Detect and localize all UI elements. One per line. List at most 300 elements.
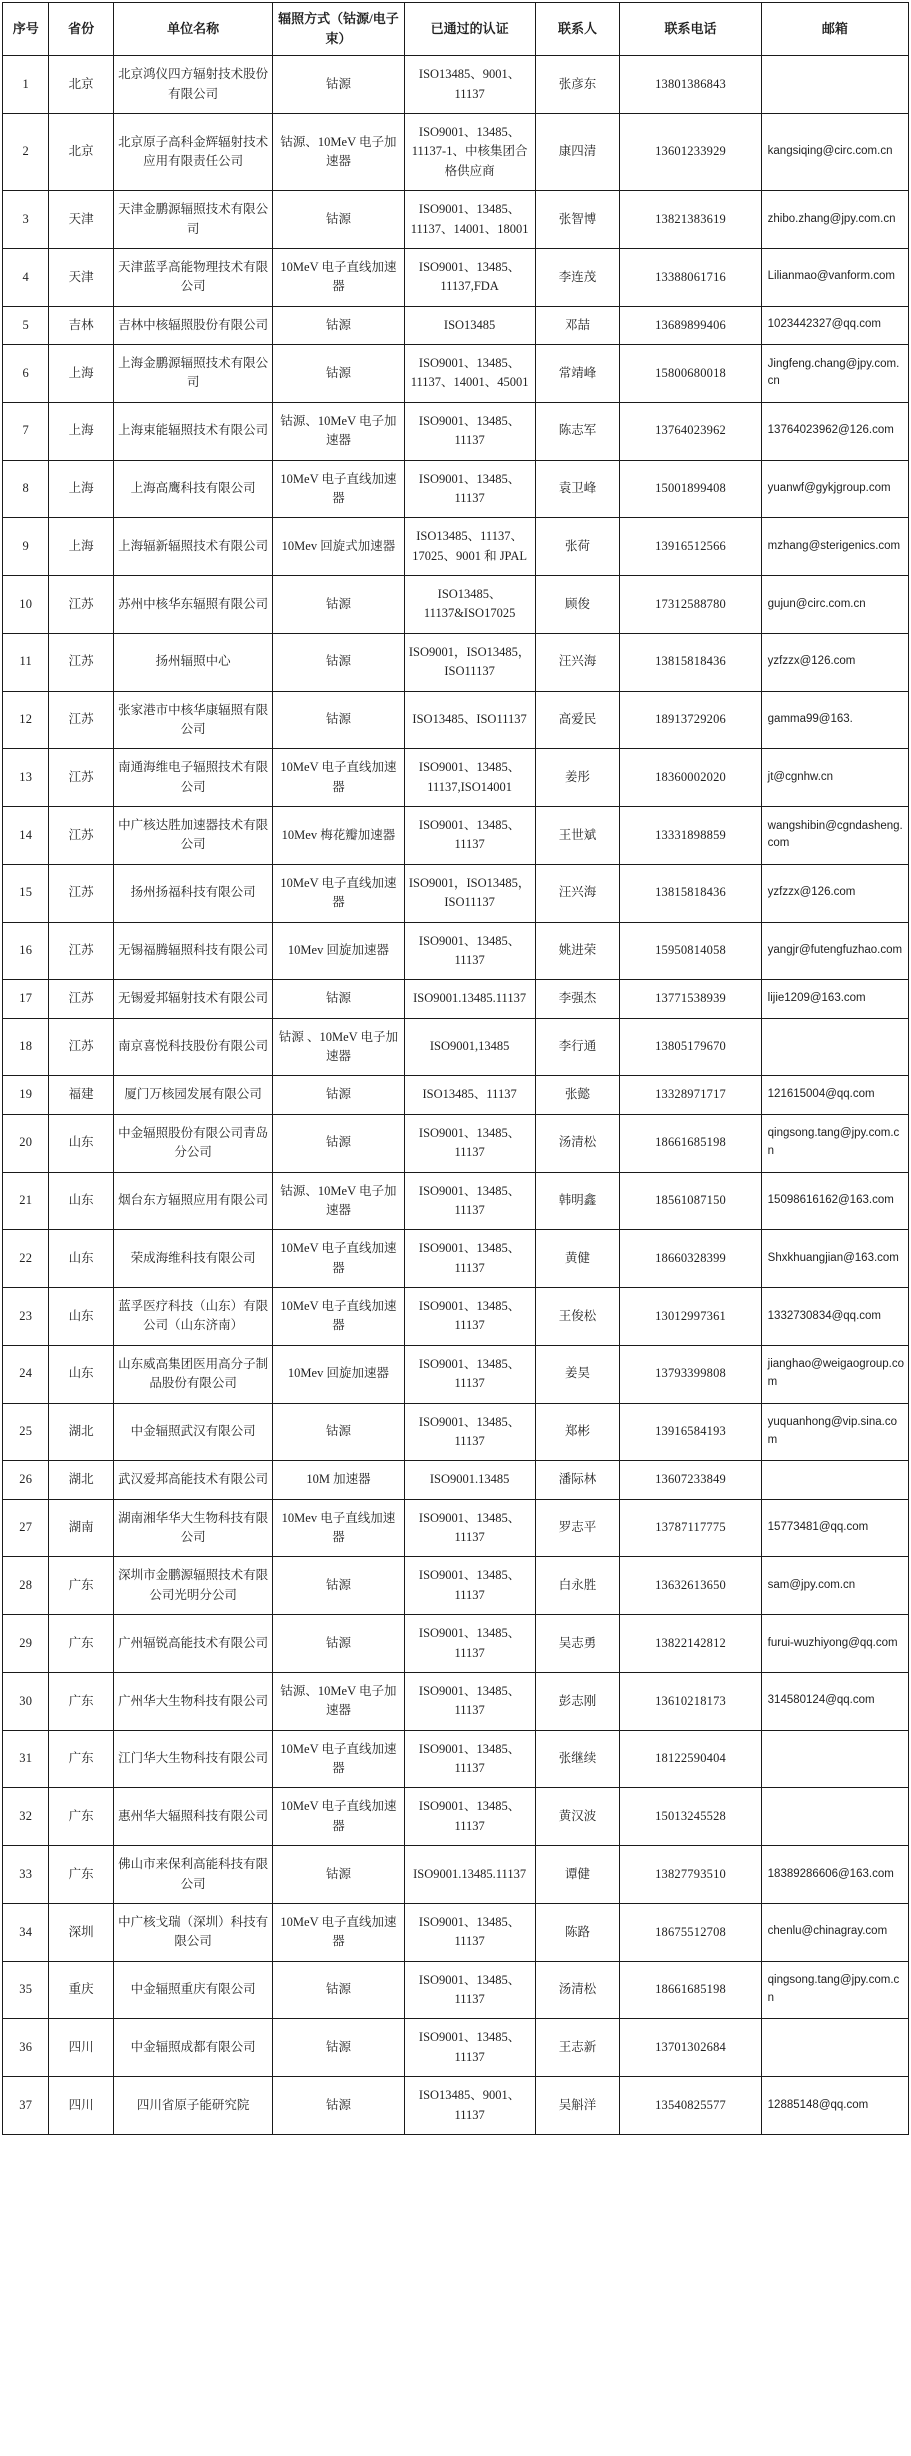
cell-province: 吉林 xyxy=(49,306,114,344)
cell-phone: 13821383619 xyxy=(620,191,761,249)
cell-phone: 13701302684 xyxy=(620,2019,761,2077)
cell-method: 钴源 xyxy=(273,1557,404,1615)
cell-certs: ISO9001、13485、11137 xyxy=(404,922,535,980)
cell-phone: 13916512566 xyxy=(620,518,761,576)
cell-email: 1023442327@qq.com xyxy=(761,306,908,344)
cell-company: 江门华大生物科技有限公司 xyxy=(113,1730,272,1788)
cell-certs: ISO9001、13485、11137,ISO14001 xyxy=(404,749,535,807)
cell-phone: 13388061716 xyxy=(620,248,761,306)
cell-company: 中金辐照股份有限公司青岛分公司 xyxy=(113,1114,272,1172)
header-contact: 联系人 xyxy=(535,3,620,56)
cell-method: 钴源 xyxy=(273,2019,404,2077)
cell-no: 6 xyxy=(3,345,49,403)
cell-email: Jingfeng.chang@jpy.com.cn xyxy=(761,345,908,403)
cell-company: 上海高鹰科技有限公司 xyxy=(113,460,272,518)
cell-no: 21 xyxy=(3,1172,49,1230)
cell-email: gamma99@163. xyxy=(761,691,908,749)
cell-contact: 汪兴海 xyxy=(535,864,620,922)
cell-method: 钴源 xyxy=(273,1076,404,1114)
cell-phone: 18661685198 xyxy=(620,1114,761,1172)
cell-method: 10MeV 电子直线加速器 xyxy=(273,1288,404,1346)
cell-certs: ISO9001、13485、11137 xyxy=(404,1114,535,1172)
cell-province: 广东 xyxy=(49,1557,114,1615)
cell-company: 天津蓝孚高能物理技术有限公司 xyxy=(113,248,272,306)
table-row xyxy=(3,576,909,634)
cell-certs: ISO9001、13485、11137 xyxy=(404,1345,535,1403)
cell-contact: 黄汉波 xyxy=(535,1788,620,1846)
cell-method: 10MeV 电子直线加速器 xyxy=(273,1903,404,1961)
cell-contact: 张荷 xyxy=(535,518,620,576)
cell-no: 20 xyxy=(3,1114,49,1172)
cell-no: 3 xyxy=(3,191,49,249)
cell-email: 12885148@qq.com xyxy=(761,2077,908,2135)
cell-company: 中广核达胜加速器技术有限公司 xyxy=(113,807,272,865)
cell-company: 苏州中核华东辐照有限公司 xyxy=(113,576,272,634)
cell-email xyxy=(761,1461,908,1499)
cell-method: 钴源 xyxy=(273,633,404,691)
cell-contact: 王志新 xyxy=(535,2019,620,2077)
cell-method: 钴源 xyxy=(273,1846,404,1904)
cell-company: 南通海维电子辐照技术有限公司 xyxy=(113,749,272,807)
table-row xyxy=(3,1288,909,1346)
cell-phone: 18660328399 xyxy=(620,1230,761,1288)
cell-method: 10MeV 电子直线加速器 xyxy=(273,460,404,518)
header-email: 邮箱 xyxy=(761,3,908,56)
cell-contact: 吴斛洋 xyxy=(535,2077,620,2135)
table-row xyxy=(3,2077,909,2135)
cell-certs: ISO9001、13485、11137、14001、18001 xyxy=(404,191,535,249)
cell-province: 山东 xyxy=(49,1114,114,1172)
cell-company: 四川省原子能研究院 xyxy=(113,2077,272,2135)
cell-province: 重庆 xyxy=(49,1961,114,2019)
cell-no: 8 xyxy=(3,460,49,518)
cell-contact: 张彦东 xyxy=(535,56,620,114)
cell-no: 10 xyxy=(3,576,49,634)
cell-company: 山东威高集团医用高分子制品股份有限公司 xyxy=(113,1345,272,1403)
cell-province: 江苏 xyxy=(49,980,114,1018)
table-row xyxy=(3,460,909,518)
cell-method: 10Mev 电子直线加速器 xyxy=(273,1499,404,1557)
cell-certs: ISO9001.13485.11137 xyxy=(404,980,535,1018)
cell-no: 23 xyxy=(3,1288,49,1346)
cell-phone: 13328971717 xyxy=(620,1076,761,1114)
cell-no: 36 xyxy=(3,2019,49,2077)
cell-no: 22 xyxy=(3,1230,49,1288)
cell-method: 钴源 xyxy=(273,306,404,344)
cell-province: 广东 xyxy=(49,1615,114,1673)
cell-province: 北京 xyxy=(49,114,114,191)
cell-no: 35 xyxy=(3,1961,49,2019)
cell-no: 2 xyxy=(3,114,49,191)
cell-phone: 13764023962 xyxy=(620,402,761,460)
cell-company: 武汉爱邦高能技术有限公司 xyxy=(113,1461,272,1499)
cell-no: 33 xyxy=(3,1846,49,1904)
cell-certs: ISO9001、13485、11137 xyxy=(404,402,535,460)
cell-province: 湖北 xyxy=(49,1461,114,1499)
cell-certs: ISO9001、13485、11137 xyxy=(404,1403,535,1461)
cell-contact: 韩明鑫 xyxy=(535,1172,620,1230)
cell-phone: 17312588780 xyxy=(620,576,761,634)
cell-contact: 黄健 xyxy=(535,1230,620,1288)
cell-company: 荣成海维科技有限公司 xyxy=(113,1230,272,1288)
cell-method: 钴源 xyxy=(273,345,404,403)
table-row xyxy=(3,1172,909,1230)
table-body xyxy=(3,56,909,2135)
cell-certs: ISO9001、13485、11137 xyxy=(404,1499,535,1557)
cell-contact: 汤清松 xyxy=(535,1114,620,1172)
cell-certs: ISO9001、13485、11137 xyxy=(404,807,535,865)
cell-province: 江苏 xyxy=(49,691,114,749)
cell-province: 山东 xyxy=(49,1288,114,1346)
cell-email xyxy=(761,56,908,114)
cell-company: 广州华大生物科技有限公司 xyxy=(113,1672,272,1730)
cell-company: 深圳市金鹏源辐照技术有限公司光明分公司 xyxy=(113,1557,272,1615)
cell-certs: ISO13485、11137 xyxy=(404,1076,535,1114)
cell-phone: 13610218173 xyxy=(620,1672,761,1730)
cell-province: 广东 xyxy=(49,1846,114,1904)
cell-phone: 15001899408 xyxy=(620,460,761,518)
header-certs: 已通过的认证 xyxy=(404,3,535,56)
cell-company: 吉林中核辐照股份有限公司 xyxy=(113,306,272,344)
header-method: 辐照方式（钴源/电子束） xyxy=(273,3,404,56)
cell-certs: ISO9001、13485、11137-1、中核集团合格供应商 xyxy=(404,114,535,191)
cell-no: 9 xyxy=(3,518,49,576)
cell-phone: 18675512708 xyxy=(620,1903,761,1961)
cell-email: qingsong.tang@jpy.com.cn xyxy=(761,1114,908,1172)
cell-method: 10M 加速器 xyxy=(273,1461,404,1499)
cell-certs: ISO9001,13485 xyxy=(404,1018,535,1076)
cell-phone: 13822142812 xyxy=(620,1615,761,1673)
cell-email: kangsiqing@circ.com.cn xyxy=(761,114,908,191)
cell-company: 烟台东方辐照应用有限公司 xyxy=(113,1172,272,1230)
cell-no: 1 xyxy=(3,56,49,114)
cell-email xyxy=(761,1018,908,1076)
cell-province: 上海 xyxy=(49,402,114,460)
cell-email xyxy=(761,1730,908,1788)
header-phone: 联系电话 xyxy=(620,3,761,56)
cell-no: 24 xyxy=(3,1345,49,1403)
cell-company: 中金辐照成都有限公司 xyxy=(113,2019,272,2077)
cell-email: Lilianmao@vanform.com xyxy=(761,248,908,306)
table-row xyxy=(3,306,909,344)
cell-contact: 陈志军 xyxy=(535,402,620,460)
cell-certs: ISO9001、13485、11137 xyxy=(404,1788,535,1846)
cell-certs: ISO9001、13485、11137 xyxy=(404,2019,535,2077)
cell-certs: ISO9001、13485、11137,FDA xyxy=(404,248,535,306)
cell-company: 无锡爱邦辐射技术有限公司 xyxy=(113,980,272,1018)
cell-method: 钴源 、10MeV 电子加速器 xyxy=(273,1018,404,1076)
cell-contact: 姜彤 xyxy=(535,749,620,807)
cell-email: 314580124@qq.com xyxy=(761,1672,908,1730)
cell-province: 上海 xyxy=(49,518,114,576)
cell-email: Shxkhuangjian@163.com xyxy=(761,1230,908,1288)
cell-province: 江苏 xyxy=(49,864,114,922)
table-row xyxy=(3,518,909,576)
cell-phone: 18913729206 xyxy=(620,691,761,749)
cell-method: 钴源 xyxy=(273,980,404,1018)
cell-company: 厦门万核园发展有限公司 xyxy=(113,1076,272,1114)
cell-email: yangjr@futengfuzhao.com xyxy=(761,922,908,980)
table-row xyxy=(3,248,909,306)
cell-company: 无锡福腾辐照科技有限公司 xyxy=(113,922,272,980)
cell-certs: ISO9001、13485、11137 xyxy=(404,1730,535,1788)
cell-phone: 15950814058 xyxy=(620,922,761,980)
cell-method: 钴源 xyxy=(273,576,404,634)
cell-company: 南京喜悦科技股份有限公司 xyxy=(113,1018,272,1076)
cell-no: 13 xyxy=(3,749,49,807)
cell-contact: 潘际林 xyxy=(535,1461,620,1499)
cell-phone: 13815818436 xyxy=(620,864,761,922)
cell-phone: 13331898859 xyxy=(620,807,761,865)
cell-company: 扬州扬福科技有限公司 xyxy=(113,864,272,922)
cell-no: 31 xyxy=(3,1730,49,1788)
table-row xyxy=(3,345,909,403)
cell-province: 江苏 xyxy=(49,922,114,980)
cell-province: 山东 xyxy=(49,1230,114,1288)
cell-no: 17 xyxy=(3,980,49,1018)
cell-province: 四川 xyxy=(49,2077,114,2135)
cell-contact: 李行通 xyxy=(535,1018,620,1076)
cell-company: 扬州辐照中心 xyxy=(113,633,272,691)
cell-no: 12 xyxy=(3,691,49,749)
cell-no: 4 xyxy=(3,248,49,306)
cell-certs: ISO9001、13485、11137 xyxy=(404,1615,535,1673)
cell-no: 16 xyxy=(3,922,49,980)
table-row xyxy=(3,2019,909,2077)
table-row xyxy=(3,56,909,114)
table-row xyxy=(3,1018,909,1076)
cell-method: 10MeV 电子直线加速器 xyxy=(273,749,404,807)
cell-no: 26 xyxy=(3,1461,49,1499)
cell-company: 湖南湘华华大生物科技有限公司 xyxy=(113,1499,272,1557)
cell-contact: 吴志勇 xyxy=(535,1615,620,1673)
table-row xyxy=(3,691,909,749)
cell-email: lijie1209@163.com xyxy=(761,980,908,1018)
cell-method: 钴源 xyxy=(273,1615,404,1673)
cell-method: 钴源 xyxy=(273,2077,404,2135)
cell-email: furui-wuzhiyong@qq.com xyxy=(761,1615,908,1673)
cell-phone: 13632613650 xyxy=(620,1557,761,1615)
cell-contact: 姜昊 xyxy=(535,1345,620,1403)
cell-phone: 13689899406 xyxy=(620,306,761,344)
cell-phone: 15800680018 xyxy=(620,345,761,403)
table-row xyxy=(3,1461,909,1499)
cell-company: 上海金鹏源辐照技术有限公司 xyxy=(113,345,272,403)
cell-company: 中金辐照重庆有限公司 xyxy=(113,1961,272,2019)
table-row xyxy=(3,807,909,865)
cell-phone: 13916584193 xyxy=(620,1403,761,1461)
cell-phone: 13607233849 xyxy=(620,1461,761,1499)
cell-contact: 谭健 xyxy=(535,1846,620,1904)
cell-method: 10Mev 回旋式加速器 xyxy=(273,518,404,576)
cell-contact: 袁卫峰 xyxy=(535,460,620,518)
cell-no: 19 xyxy=(3,1076,49,1114)
table-row xyxy=(3,1672,909,1730)
cell-company: 中金辐照武汉有限公司 xyxy=(113,1403,272,1461)
table-row xyxy=(3,1230,909,1288)
cell-company: 北京鸿仪四方辐射技术股份有限公司 xyxy=(113,56,272,114)
cell-email: chenlu@chinagray.com xyxy=(761,1903,908,1961)
cell-contact: 顾俊 xyxy=(535,576,620,634)
table-row xyxy=(3,1403,909,1461)
cell-certs: ISO13485、9001、11137 xyxy=(404,56,535,114)
cell-email: sam@jpy.com.cn xyxy=(761,1557,908,1615)
table-row xyxy=(3,1499,909,1557)
cell-province: 广东 xyxy=(49,1730,114,1788)
cell-company: 中广核戈瑞（深圳）科技有限公司 xyxy=(113,1903,272,1961)
cell-phone: 13805179670 xyxy=(620,1018,761,1076)
cell-province: 天津 xyxy=(49,248,114,306)
cell-no: 18 xyxy=(3,1018,49,1076)
cell-phone: 13815818436 xyxy=(620,633,761,691)
cell-certs: ISO9001、13485、11137 xyxy=(404,1672,535,1730)
cell-no: 28 xyxy=(3,1557,49,1615)
cell-contact: 王世斌 xyxy=(535,807,620,865)
cell-no: 15 xyxy=(3,864,49,922)
cell-province: 江苏 xyxy=(49,807,114,865)
cell-method: 钴源 xyxy=(273,56,404,114)
cell-province: 江苏 xyxy=(49,749,114,807)
table-row xyxy=(3,1114,909,1172)
header-province: 省份 xyxy=(49,3,114,56)
cell-certs: ISO9001、13485、11137 xyxy=(404,460,535,518)
cell-email: yzfzzx@126.com xyxy=(761,633,908,691)
cell-method: 10Mev 梅花瓣加速器 xyxy=(273,807,404,865)
cell-certs: ISO9001，ISO13485，ISO11137 xyxy=(404,864,535,922)
cell-certs: ISO13485、ISO11137 xyxy=(404,691,535,749)
cell-certs: ISO9001、13485、11137 xyxy=(404,1172,535,1230)
cell-no: 11 xyxy=(3,633,49,691)
cell-email: qingsong.tang@jpy.com.cn xyxy=(761,1961,908,2019)
table-row xyxy=(3,1076,909,1114)
cell-contact: 张继续 xyxy=(535,1730,620,1788)
cell-province: 江苏 xyxy=(49,633,114,691)
cell-email xyxy=(761,2019,908,2077)
cell-contact: 罗志平 xyxy=(535,1499,620,1557)
cell-certs: ISO9001、13485、11137 xyxy=(404,1557,535,1615)
cell-no: 37 xyxy=(3,2077,49,2135)
cell-company: 天津金鹏源辐照技术有限公司 xyxy=(113,191,272,249)
cell-method: 钴源 xyxy=(273,1114,404,1172)
cell-contact: 高爱民 xyxy=(535,691,620,749)
cell-contact: 姚进荣 xyxy=(535,922,620,980)
cell-method: 钴源、10MeV 电子加速器 xyxy=(273,114,404,191)
cell-no: 34 xyxy=(3,1903,49,1961)
cell-company: 佛山市来保利高能科技有限公司 xyxy=(113,1846,272,1904)
cell-email: yuanwf@gykjgroup.com xyxy=(761,460,908,518)
cell-province: 山东 xyxy=(49,1345,114,1403)
cell-method: 钴源、10MeV 电子加速器 xyxy=(273,402,404,460)
cell-contact: 汪兴海 xyxy=(535,633,620,691)
cell-phone: 13601233929 xyxy=(620,114,761,191)
cell-province: 四川 xyxy=(49,2019,114,2077)
cell-certs: ISO13485 xyxy=(404,306,535,344)
cell-email: wangshibin@cgndasheng.com xyxy=(761,807,908,865)
table-row xyxy=(3,749,909,807)
cell-email: 15098616162@163.com xyxy=(761,1172,908,1230)
cell-phone: 13793399808 xyxy=(620,1345,761,1403)
header-no: 序号 xyxy=(3,3,49,56)
table-row xyxy=(3,1903,909,1961)
cell-company: 北京原子高科金辉辐射技术应用有限责任公司 xyxy=(113,114,272,191)
cell-certs: ISO9001、13485、11137 xyxy=(404,1961,535,2019)
table-row xyxy=(3,114,909,191)
table-row xyxy=(3,1730,909,1788)
cell-no: 25 xyxy=(3,1403,49,1461)
cell-contact: 汤清松 xyxy=(535,1961,620,2019)
cell-contact: 王俊松 xyxy=(535,1288,620,1346)
cell-certs: ISO9001、13485、11137 xyxy=(404,1288,535,1346)
header-company: 单位名称 xyxy=(113,3,272,56)
cell-certs: ISO13485、11137&ISO17025 xyxy=(404,576,535,634)
cell-province: 深圳 xyxy=(49,1903,114,1961)
cell-method: 钴源 xyxy=(273,691,404,749)
table-row xyxy=(3,402,909,460)
cell-email: yzfzzx@126.com xyxy=(761,864,908,922)
cell-method: 10Mev 回旋加速器 xyxy=(273,1345,404,1403)
cell-email: jianghao@weigaogroup.com xyxy=(761,1345,908,1403)
cell-method: 钴源、10MeV 电子加速器 xyxy=(273,1672,404,1730)
cell-province: 北京 xyxy=(49,56,114,114)
cell-method: 钴源 xyxy=(273,191,404,249)
cell-contact: 康四清 xyxy=(535,114,620,191)
cell-contact: 张智博 xyxy=(535,191,620,249)
table-row xyxy=(3,1788,909,1846)
cell-province: 江苏 xyxy=(49,576,114,634)
cell-email: mzhang@sterigenics.com xyxy=(761,518,908,576)
cell-company: 惠州华大辐照科技有限公司 xyxy=(113,1788,272,1846)
cell-province: 江苏 xyxy=(49,1018,114,1076)
table-row xyxy=(3,1615,909,1673)
cell-contact: 张懿 xyxy=(535,1076,620,1114)
table-header-row xyxy=(3,3,909,56)
cell-certs: ISO9001.13485.11137 xyxy=(404,1846,535,1904)
cell-province: 天津 xyxy=(49,191,114,249)
cell-phone: 18561087150 xyxy=(620,1172,761,1230)
cell-email: zhibo.zhang@jpy.com.cn xyxy=(761,191,908,249)
table-row xyxy=(3,1345,909,1403)
irradiation-companies-table xyxy=(2,2,909,2135)
cell-contact: 邓喆 xyxy=(535,306,620,344)
cell-email: jt@cgnhw.cn xyxy=(761,749,908,807)
cell-method: 10MeV 电子直线加速器 xyxy=(273,1788,404,1846)
cell-province: 湖北 xyxy=(49,1403,114,1461)
cell-phone: 18661685198 xyxy=(620,1961,761,2019)
cell-phone: 13801386843 xyxy=(620,56,761,114)
cell-contact: 彭志刚 xyxy=(535,1672,620,1730)
table-row xyxy=(3,1557,909,1615)
cell-contact: 白永胜 xyxy=(535,1557,620,1615)
cell-province: 广东 xyxy=(49,1672,114,1730)
cell-phone: 15013245528 xyxy=(620,1788,761,1846)
cell-no: 14 xyxy=(3,807,49,865)
table-row xyxy=(3,1961,909,2019)
cell-contact: 李强杰 xyxy=(535,980,620,1018)
cell-phone: 13012997361 xyxy=(620,1288,761,1346)
cell-contact: 郑彬 xyxy=(535,1403,620,1461)
cell-province: 福建 xyxy=(49,1076,114,1114)
cell-phone: 13827793510 xyxy=(620,1846,761,1904)
cell-no: 27 xyxy=(3,1499,49,1557)
cell-phone: 13771538939 xyxy=(620,980,761,1018)
cell-phone: 13787117775 xyxy=(620,1499,761,1557)
cell-email: 121615004@qq.com xyxy=(761,1076,908,1114)
cell-certs: ISO13485、9001、11137 xyxy=(404,2077,535,2135)
cell-no: 7 xyxy=(3,402,49,460)
cell-province: 湖南 xyxy=(49,1499,114,1557)
cell-method: 10MeV 电子直线加速器 xyxy=(273,1230,404,1288)
cell-method: 10MeV 电子直线加速器 xyxy=(273,864,404,922)
